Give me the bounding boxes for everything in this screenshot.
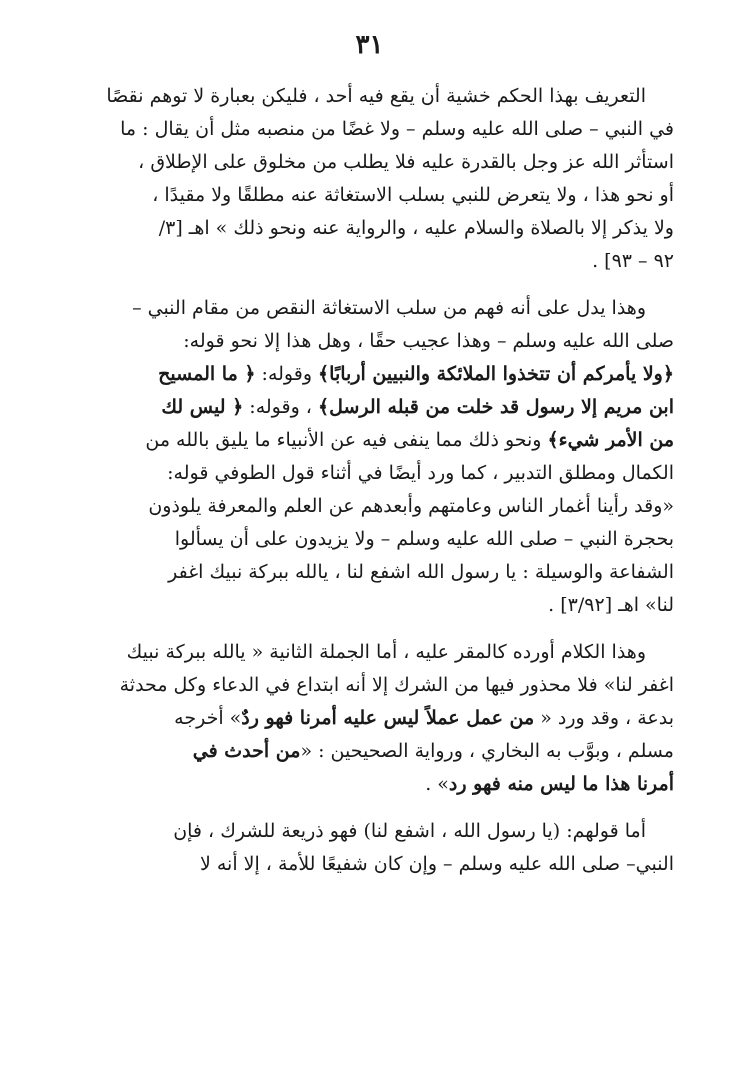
text-segment: في النبي – صلى الله عليه وسلم – ولا غضًا من منصبه مثل أن يقال : ما <box>120 118 674 140</box>
text-segment: وهذا يدل على أنه فهم من سلب الاستغاثة النقص من مقام النبي – <box>132 297 646 319</box>
text-segment: صلى الله عليه وسلم – وهذا عجيب حقًا ، وهل هذا إلا نحو قوله: <box>183 330 674 352</box>
text-line <box>70 490 674 523</box>
bold-quote: أمرنا هذا ما ليس منه فهو رد <box>448 773 674 795</box>
text-segment: استأثر الله عز وجل بالقدرة عليه فلا يطلب من مخلوق على الإطلاق ، <box>138 151 674 173</box>
paragraph-gap <box>70 278 674 292</box>
text-line <box>70 146 674 179</box>
body-text <box>70 80 674 881</box>
text-segment: لنا» اهـ [٣/٩٢] . <box>548 594 674 616</box>
text-line <box>70 358 674 391</box>
paragraph-gap <box>70 622 674 636</box>
text-line <box>70 636 674 669</box>
text-segment: ولا يذكر إلا بالصلاة والسلام عليه ، والرواية عنه ونحو ذلك » اهـ [٣/ <box>158 217 674 239</box>
text-line <box>70 815 674 848</box>
text-line <box>70 848 674 881</box>
text-line <box>70 80 674 113</box>
paragraph <box>70 815 674 881</box>
text-line <box>70 669 674 702</box>
text-line <box>70 523 674 556</box>
text-line <box>70 556 674 589</box>
text-segment: النبي– صلى الله عليه وسلم – وإن كان شفيعًا للأمة ، إلا أنه لا <box>199 853 674 875</box>
text-line <box>70 325 674 358</box>
text-segment: وهذا الكلام أورده كالمقر عليه ، أما الجملة الثانية « يالله ببركة نبيك <box>126 641 646 663</box>
text-segment: وقوله: <box>255 363 319 385</box>
text-segment: ونحو ذلك مما ينفى فيه عن الأنبياء ما يليق بالله من <box>145 429 548 451</box>
text-segment: بدعة ، وقد ورد « <box>534 707 674 729</box>
bold-quote: ﴿ ما المسيح <box>158 363 256 385</box>
text-line <box>70 702 674 735</box>
text-line <box>70 179 674 212</box>
paragraph <box>70 80 674 278</box>
paragraph <box>70 636 674 801</box>
text-line <box>70 735 674 768</box>
text-segment: أما قولهم: (يا رسول الله ، اشفع لنا) فهو ذريعة للشرك ، فإن <box>173 820 646 842</box>
text-segment: التعريف بهذا الحكم خشية أن يقع فيه أحد ، فليكن بعبارة لا توهم نقصًا <box>106 85 646 107</box>
bold-quote: من عمل عملاً ليس عليه أمرنا فهو ردٌ <box>241 707 535 729</box>
text-segment: ، وقوله: <box>243 396 318 418</box>
text-segment: أو نحو هذا ، ولا يتعرض للنبي بسلب الاستغاثة عنه مطلقًا ولا مقيدًا ، <box>152 184 674 206</box>
bold-quote: ابن مريم إلا رسول قد خلت من قبله الرسل﴾ <box>317 396 674 418</box>
text-segment: ٩٢ – ٩٣] . <box>592 250 674 272</box>
text-line <box>70 589 674 622</box>
text-segment: الشفاعة والوسيلة : يا رسول الله اشفع لنا ، يالله ببركة نبيك اغفر <box>168 561 674 583</box>
text-line <box>70 457 674 490</box>
page-number: ٣١ <box>355 30 384 60</box>
text-line <box>70 212 674 245</box>
bold-quote: ﴿ولا يأمركم أن تتخذوا الملائكة والنبيين أربابًا﴾ <box>318 363 674 385</box>
text-line <box>70 391 674 424</box>
text-segment: مسلم ، وبوَّب به البخاري ، ورواية الصحيحين : « <box>300 740 674 762</box>
bold-quote: من الأمر شيء﴾ <box>547 429 674 451</box>
paragraph <box>70 292 674 622</box>
text-line <box>70 245 674 278</box>
paragraph-gap <box>70 801 674 815</box>
bold-quote: ﴿ ليس لك <box>161 396 244 418</box>
text-segment: بحجرة النبي – صلى الله عليه وسلم – ولا يزيدون على أن يسألوا <box>174 528 674 550</box>
text-line <box>70 292 674 325</box>
bold-quote: من أحدث في <box>192 740 301 762</box>
text-segment: الكمال ومطلق التدبير ، كما ورد أيضًا في أثناء قول الطوفي قوله: <box>167 462 674 484</box>
text-segment: » . <box>425 773 449 795</box>
text-segment: اغفر لنا» فلا محذور فيها من الشرك إلا أنه ابتداع في الدعاء وكل محدثة <box>119 674 674 696</box>
text-segment: «وقد رأينا أغمار الناس وعامتهم وأبعدهم عن العلم والمعرفة يلوذون <box>148 495 674 517</box>
text-segment: » أخرجه <box>174 707 242 729</box>
text-line <box>70 113 674 146</box>
text-line <box>70 424 674 457</box>
text-line <box>70 768 674 801</box>
